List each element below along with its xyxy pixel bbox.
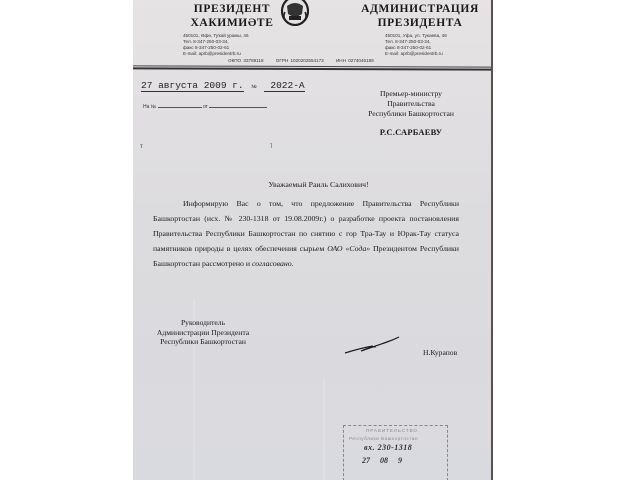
signatory-title xyxy=(143,318,263,347)
addressee-line1: Премьер-министру xyxy=(380,89,442,98)
fax-right: факс 8-347-250-02-61 xyxy=(385,45,432,50)
salutation: Уважаемый Раиль Салихович! xyxy=(268,180,369,189)
incoming-registration-stamp xyxy=(343,425,448,480)
phone-right: Тел. 8-347-250-03-34, xyxy=(385,39,431,44)
ref-number-blank xyxy=(158,107,202,108)
letterhead-left xyxy=(177,2,287,57)
signatory-name: Н.Курапов xyxy=(423,348,458,357)
signatory-title-line2: Администрации Президента xyxy=(156,327,250,337)
paper-edge-shadow xyxy=(491,0,493,480)
corner-mark: т xyxy=(140,144,143,150)
addressee-name: Р.С.САРБАЕВУ xyxy=(379,127,443,137)
okpo-code: ОКПО 33789118 xyxy=(228,58,264,63)
inn-code: ИНН 0274046198 xyxy=(336,58,374,63)
org-name-bashkir-line2: ХАКИМИӘТЕ xyxy=(190,17,274,29)
registry-codes xyxy=(228,58,384,63)
letter-page xyxy=(133,0,492,480)
paper-crease xyxy=(323,380,325,480)
stamp-handwritten-date: 27 08 9 xyxy=(362,456,402,465)
letter-body xyxy=(153,196,459,271)
corner-mark: ˥ xyxy=(270,144,273,150)
org-name-russian-line2: ПРЕЗИДЕНТА xyxy=(377,17,463,29)
body-ending: согласовано. xyxy=(251,259,294,268)
letterhead-right xyxy=(355,2,485,57)
address-right: 450101, Уфа, ул. Тукаева, 46 xyxy=(385,33,447,38)
phone-left: Тел. 8-347-250-03-34, xyxy=(183,39,229,44)
company-name: ОАО «Сода» xyxy=(327,244,371,253)
stamp-line2: Республики Башкортостан xyxy=(349,436,419,441)
stamp-handwritten-number: вх. 230-1318 xyxy=(364,443,413,452)
outgoing-number: 2022-А xyxy=(264,80,304,92)
handwritten-signature-icon xyxy=(343,334,403,356)
email-right: E-mail: aprb@presidentrb.ru xyxy=(385,51,443,56)
header-rule-thick xyxy=(133,67,492,70)
ref-number-label: На № xyxy=(143,104,157,110)
addressee-block xyxy=(341,89,481,137)
signatory-title-line3: Республики Башкортостан xyxy=(160,337,246,346)
coat-of-arms-icon xyxy=(280,0,310,26)
outgoing-date: 27 августа 2009 г. xyxy=(141,80,244,91)
fax-left: факс 8-347-250-02-61 xyxy=(183,45,230,50)
ogrn-code: ОГРН 1020202554173 xyxy=(275,58,324,63)
outgoing-date-line xyxy=(141,80,305,91)
body-part2: Президентом Республики Башкортостан рассмотрено и xyxy=(153,244,459,268)
signatory-title-line1: Руководитель xyxy=(180,318,226,327)
org-name-bashkir-line1: ПРЕЗИДЕНТ xyxy=(193,3,271,15)
email-left: E-mail: aprb@presidentrb.ru xyxy=(183,51,241,56)
addressee-line2: Правительства xyxy=(387,99,435,108)
contacts-left xyxy=(177,33,287,57)
contacts-right xyxy=(355,33,485,57)
ref-date-blank xyxy=(209,107,267,108)
body-part1: Информирую Вас о том, что предложение Правительства Республики Башкортостан (исх. № 230-1318 от 19.08.2009г.) о разработке проекта постановления Правительства Республики Башкортостан по снятию с гор Тра-Тау и Юрак-Тау статуса памятников природы в целях обеспечения сырьем xyxy=(153,199,459,253)
stamp-line1: ПРАВИТЕЛЬСТВО xyxy=(366,428,418,433)
number-label: № xyxy=(251,84,257,90)
reference-line xyxy=(143,104,267,110)
address-left: 450101, Өфө, Туҡай урамы, 46 xyxy=(183,33,249,38)
ref-from-label: от xyxy=(202,104,208,110)
addressee-line3: Республики Башкортостан xyxy=(368,109,454,118)
org-name-russian-line1: АДМИНИСТРАЦИЯ xyxy=(361,3,479,15)
